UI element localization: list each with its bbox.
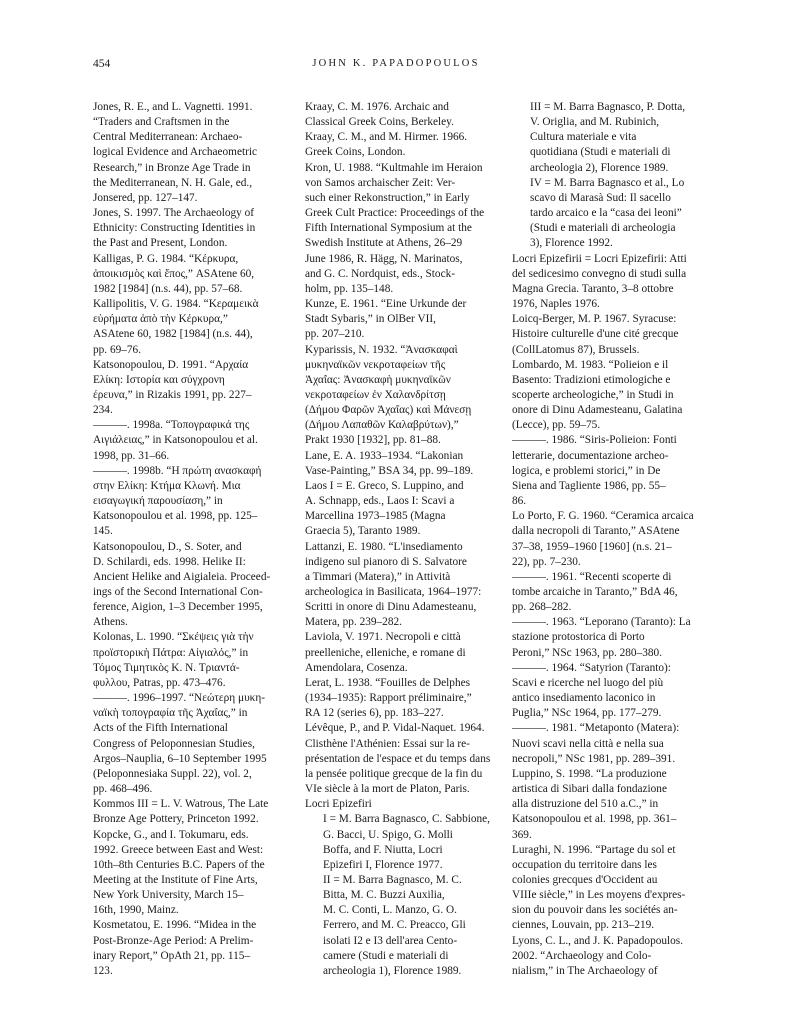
bibliography-entry — [305, 449, 500, 479]
bibliography-entry — [512, 661, 702, 722]
entry-line: ciennes, Louvain, pp. 213–219. — [512, 919, 655, 932]
bibliography-entry — [512, 252, 702, 313]
entry-line: ———. 1963. “Leporano (Taranto): La — [512, 616, 691, 629]
entry-line: such einer Rekonstruction,” in Early — [305, 191, 470, 204]
entry-line: Prakt 1930 [1932], pp. 81–88. — [305, 434, 441, 447]
bibliography-entry — [305, 297, 500, 342]
bibliography-entry — [93, 630, 283, 691]
entry-line: ———. 1981. “Metaponto (Matera): — [512, 722, 680, 735]
entry-line: προϊστορικὴ Πάτρα: Αἰγιαλός,” in — [93, 646, 249, 659]
entry-line: Greek Cult Practice: Proceedings of the — [305, 207, 485, 220]
entry-line: ASAtene 60, 1982 [1984] (n.s. 44), — [93, 328, 253, 341]
entry-line: 1976, Naples 1976. — [512, 298, 600, 311]
entry-line: 1992. Greece between East and West: — [93, 843, 264, 856]
entry-line: letterarie, documentazione archeo- — [512, 449, 669, 462]
entry-line: Amendolara, Cosenza. — [305, 661, 408, 674]
entry-line: scavo di Marasà Sud: Il sacello — [530, 191, 671, 204]
entry-line: Katsonopoulou, D., S. Soter, and — [93, 540, 242, 553]
entry-line: New York University, March 15– — [93, 889, 244, 902]
entry-line: Locri Epizefirii = Locri Epizefirii: Atti — [512, 252, 687, 265]
entry-line: M. C. Conti, L. Manzo, G. O. — [323, 904, 457, 917]
entry-line: I = M. Barra Bagnasco, C. Sabbione, — [323, 813, 491, 826]
entry-line: Katsonopoulou, D. 1991. “Αρχαία — [93, 358, 249, 371]
entry-line: Jones, R. E., and L. Vagnetti. 1991. — [93, 101, 253, 113]
entry-line: Kyparissis, N. 1932. “Ἀνασκαφαὶ — [305, 343, 458, 356]
entry-line: Ancient Helike and Aigialeia. Proceed- — [93, 570, 271, 583]
entry-line: Histoire culturelle d'une cité grecque — [512, 328, 679, 341]
entry-line: 1982 [1984] (n.s. 44), pp. 57–68. — [93, 282, 243, 295]
bibliography-entry — [93, 691, 283, 797]
entry-line: camere (Studi e materiali di — [323, 949, 449, 962]
entry-line: ings of the Second International Con- — [93, 586, 263, 598]
entry-line: June 1986, R. Hägg, N. Marinatos, — [305, 252, 463, 265]
entry-line: έρευνα,” in Rizakis 1991, pp. 227– — [93, 388, 252, 401]
bibliography-column-3 — [512, 100, 702, 979]
entry-line: stazione protostorica di Porto — [512, 631, 645, 644]
entry-line: Post-Bronze-Age Period: A Prelim- — [93, 934, 254, 947]
bibliography-entry — [305, 100, 500, 130]
bibliography-entry — [512, 934, 702, 979]
entry-line: Loicq-Berger, M. P. 1967. Syracuse: — [512, 313, 677, 326]
entry-line: Jones, S. 1997. The Archaeology of — [93, 207, 255, 220]
entry-line: sion du pouvoir dans les sociétés an- — [512, 904, 678, 917]
entry-line: εὑρήματα ἀπὸ τὴν Κέρκυρα,” — [93, 313, 228, 326]
entry-line: (CollLatomus 87), Brussels. — [512, 343, 640, 356]
entry-line: Laviola, V. 1971. Necropoli e città — [305, 631, 461, 644]
bibliography-subentry — [305, 873, 500, 979]
entry-line: Bitta, M. C. Buzzi Auxilia, — [323, 889, 445, 902]
entry-line: (Studi e materiali di archeologia — [530, 222, 676, 235]
entry-line: Puglia,” NSc 1964, pp. 177–279. — [512, 707, 662, 720]
entry-line: Lévêque, P., and P. Vidal-Naquet. 1964. — [305, 722, 485, 735]
entry-line: Acts of the Fifth International — [93, 722, 228, 735]
entry-line: Luppino, S. 1998. “La produzione — [512, 767, 667, 780]
entry-line: Matera, pp. 239–282. — [305, 616, 402, 629]
entry-line: Ἀχαΐας: Ἀνασκαφὴ μυκηναϊκῶν — [305, 373, 451, 386]
entry-line: Basento: Tradizioni etimologiche e — [512, 373, 671, 386]
entry-line: Laos I = E. Greco, S. Luppino, and — [305, 479, 464, 492]
entry-line: occupation du territoire dans les — [512, 858, 657, 871]
entry-line: 1998, pp. 31–66. — [93, 449, 170, 462]
entry-line: quotidiana (Studi e materiali di — [530, 146, 671, 159]
entry-line: 2002. “Archaeology and Colo- — [512, 949, 652, 962]
entry-line: preelleniche, elleniche, e romane di — [305, 646, 466, 659]
entry-line: Locri Epizefiri — [305, 798, 372, 811]
bibliography-column-2 — [305, 100, 500, 979]
entry-line: (Δήμου Λαπαθῶν Καλαβρύτων),” — [305, 419, 459, 432]
entry-line: a Timmari (Matera),” in Attività — [305, 570, 451, 583]
entry-line: pp. 468–496. — [93, 783, 153, 796]
bibliography-entry — [512, 767, 702, 843]
entry-line: “Traders and Craftsmen in the — [93, 116, 230, 129]
entry-line: 10th–8th Centuries B.C. Papers of the — [93, 858, 265, 871]
entry-line: ———. 1996–1997. “Νεώτερη μυκη- — [93, 692, 266, 705]
entry-line: G. Bacci, U. Spigo, G. Molli — [323, 828, 453, 841]
entry-line: 145. — [93, 525, 113, 538]
entry-line: antico insediamento laconico in — [512, 692, 656, 705]
entry-line: Boffa, and F. Niutta, Locri — [323, 843, 443, 856]
entry-line: the Mediterranean, N. H. Gale, ed., — [93, 176, 253, 189]
entry-line: Kolonas, L. 1990. “Σκέψεις γιὰ τὴν — [93, 631, 254, 644]
bibliography-entry — [512, 509, 702, 570]
entry-line: φυλλου, Patras, pp. 473–476. — [93, 676, 226, 689]
entry-line: Luraghi, N. 1996. “Partage du sol et — [512, 843, 676, 856]
bibliography-entry — [93, 358, 283, 419]
entry-line: ———. 1998a. “Τοπογραφικά της — [93, 419, 250, 432]
entry-line: Kommos III = L. V. Watrous, The Late — [93, 798, 269, 811]
entry-line: Epizefiri I, Florence 1977. — [323, 858, 443, 871]
entry-line: VIe siècle à la mort de Platon, Paris. — [305, 783, 470, 796]
bibliography-entry — [512, 615, 702, 660]
entry-line: Nuovi scavi nella città e nella sua — [512, 737, 664, 750]
entry-line: Ferrero, and M. C. Preacco, Gli — [323, 919, 466, 932]
entry-line: 86. — [512, 495, 527, 508]
entry-line: tombe arcaiche in Taranto,” BdA 46, — [512, 586, 678, 598]
bibliography-entry — [93, 252, 283, 297]
entry-line: Swedish Institute at Athens, 26–29 — [305, 237, 463, 250]
entry-line: Bronze Age Pottery, Princeton 1992. — [93, 813, 259, 826]
entry-line: Scritti in onore di Dinu Adamesteanu, — [305, 601, 477, 614]
entry-line: μυκηναϊκῶν νεκροταφείων τῆς — [305, 358, 446, 371]
entry-line: 369. — [512, 828, 532, 841]
entry-line: Kron, U. 1988. “Kultmahle im Heraion — [305, 161, 483, 174]
bibliography-entry — [93, 464, 283, 540]
entry-line: IV = M. Barra Bagnasco et al., Lo — [530, 176, 685, 189]
entry-line: Τόμος Τιμητικὸς Κ. Ν. Τριαντά- — [93, 661, 240, 674]
entry-line: Vase-Painting,” BSA 34, pp. 99–189. — [305, 464, 474, 477]
entry-line: Athens. — [93, 616, 128, 629]
entry-line: Clisthène l'Athénien: Essai sur la re- — [305, 737, 470, 750]
entry-line: Peroni,” NSc 1963, pp. 280–380. — [512, 646, 662, 659]
entry-line: Katsonopoulou et al. 1998, pp. 361– — [512, 813, 677, 826]
entry-line: Kallipolitis, V. G. 1984. “Κεραμεικὰ — [93, 298, 259, 311]
entry-line: Αιγιάλειας,” in Katsonopoulou et al. — [93, 434, 258, 447]
bibliography-entry — [512, 570, 702, 615]
bibliography-entry — [93, 540, 283, 631]
entry-line: Marcellina 1973–1985 (Magna — [305, 510, 446, 523]
bibliography-entry — [512, 433, 702, 509]
entry-line: Classical Greek Coins, Berkeley. — [305, 116, 454, 129]
entry-line: (Lecce), pp. 59–75. — [512, 419, 601, 432]
entry-line: Kraay, C. M. 1976. Archaic and — [305, 101, 449, 113]
entry-line: Kunze, E. 1961. “Eine Urkunde der — [305, 298, 467, 311]
bibliography-entry — [512, 721, 702, 766]
entry-line: ναϊκὴ τοπογραφία τῆς Ἀχαΐας,” in — [93, 707, 248, 720]
entry-line: nialism,” in The Archaeology of — [512, 964, 658, 977]
entry-line: A. Schnapp, eds., Laos I: Scavi a — [305, 495, 455, 508]
entry-line: 16th, 1990, Mainz. — [93, 904, 179, 917]
bibliography-column-1 — [93, 100, 283, 979]
entry-line: holm, pp. 135–148. — [305, 282, 394, 295]
entry-line: Kraay, C. M., and M. Hirmer. 1966. — [305, 131, 468, 144]
entry-line: Kalligas, P. G. 1984. “Κέρκυρα, — [93, 252, 239, 265]
bibliography-entry — [305, 630, 500, 675]
entry-line: colonies grecques d'Occident au — [512, 873, 658, 886]
bibliography-entry — [93, 100, 283, 206]
bibliography-entry — [93, 797, 283, 827]
entry-line: necropoli,” NSc 1981, pp. 289–391. — [512, 752, 676, 765]
bibliography-entry — [305, 721, 500, 797]
entry-line: archeologia 2), Florence 1989. — [530, 161, 669, 174]
entry-line: Lo Porto, F. G. 1960. “Ceramica arcaica — [512, 510, 694, 523]
entry-line: ———. 1961. “Recenti scoperte di — [512, 570, 672, 583]
bibliography-entry — [305, 161, 500, 297]
entry-line: artistica di Sibari dalla fondazione — [512, 783, 667, 796]
entry-line: archeologia 1), Florence 1989. — [323, 964, 462, 977]
entry-line: Cultura materiale e vita — [530, 131, 637, 144]
bibliography-entry — [93, 418, 283, 463]
bibliography-entry — [93, 206, 283, 251]
entry-line: (1934–1935): Rapport préliminaire,” — [305, 692, 472, 705]
entry-line: Scavi e ricerche nel luogo del più — [512, 676, 664, 689]
bibliography-entry — [305, 130, 500, 160]
entry-line: la pensée politique grecque de la fin du — [305, 767, 483, 780]
entry-line: RA 12 (series 6), pp. 183–227. — [305, 707, 444, 720]
entry-line: VIIIe siècle,” in Les moyens d'expres- — [512, 889, 686, 902]
entry-line: pp. 268–282. — [512, 601, 572, 614]
bibliography-entry — [305, 540, 500, 631]
bibliography-entry — [512, 358, 702, 434]
entry-line: pp. 69–76. — [93, 343, 142, 356]
entry-line: dalla necropoli di Taranto,” ASAtene — [512, 525, 680, 538]
bibliography-entry — [305, 676, 500, 721]
entry-line: ———. 1998b. “Η πρώτη ανασκαφή — [93, 464, 262, 477]
entry-line: scoperte archeologiche,” in Studi in — [512, 388, 674, 401]
entry-line: onore di Dinu Adamesteanu, Galatina — [512, 404, 683, 417]
entry-line: Central Mediterranean: Archaeo- — [93, 131, 243, 144]
entry-line: Greek Coins, London. — [305, 146, 406, 159]
entry-line: 234. — [93, 404, 113, 417]
entry-line: Kosmetatou, E. 1996. “Midea in the — [93, 919, 257, 932]
entry-line: del sedicesimo convegno di studi sulla — [512, 267, 687, 280]
entry-line: V. Origlia, and M. Rubinich, — [530, 116, 660, 129]
entry-line: ἀποικισμὸς καὶ ἔπος,” ASAtene 60, — [93, 267, 255, 280]
entry-line: 123. — [93, 964, 113, 977]
entry-line: Lane, E. A. 1933–1934. “Lakonian — [305, 449, 464, 462]
entry-line: Lerat, L. 1938. “Fouilles de Delphes — [305, 676, 471, 689]
entry-line: 37–38, 1959–1960 [1960] (n.s. 21– — [512, 540, 672, 553]
entry-line: the Past and Present, London. — [93, 237, 228, 250]
entry-line: Graecia 5), Taranto 1989. — [305, 525, 421, 538]
entry-line: (Δήμου Φαρῶν Ἀχαΐας) καὶ Μάνεσῃ — [305, 404, 472, 417]
entry-line: ———. 1964. “Satyrion (Taranto): — [512, 661, 671, 674]
entry-line: Siena and Tagliente 1986, pp. 55– — [512, 479, 666, 492]
running-head: JOHN K. PAPADOPOULOS — [312, 58, 480, 69]
page-header — [0, 58, 792, 74]
entry-line: Lyons, C. L., and J. K. Papadopoulos. — [512, 934, 684, 947]
bibliography-entry — [512, 843, 702, 934]
entry-line: Research,” in Bronze Age Trade in — [93, 161, 251, 174]
entry-line: logical Evidence and Archaeometric — [93, 146, 258, 159]
entry-line: εισαγωγική παρουσίαση,” in — [93, 495, 223, 508]
entry-line: Argos–Nauplia, 6–10 September 1995 — [93, 752, 267, 765]
bibliography-entry — [305, 343, 500, 449]
page-number: 454 — [93, 58, 111, 70]
entry-line: Katsonopoulou et al. 1998, pp. 125– — [93, 510, 258, 523]
entry-line: III = M. Barra Bagnasco, P. Dotta, — [530, 101, 686, 113]
entry-line: archeologica in Basilicata, 1964–1977: — [305, 586, 482, 598]
entry-line: présentation de l'espace et du temps dans — [305, 752, 491, 765]
entry-line: indigeno sul pianoro di S. Salvatore — [305, 555, 467, 568]
entry-line: II = M. Barra Bagnasco, M. C. — [323, 873, 462, 886]
bibliography-entry — [93, 918, 283, 979]
entry-line: alla distruzione del 510 a.C.,” in — [512, 798, 659, 811]
bibliography-subentry — [512, 176, 702, 252]
entry-line: ———. 1986. “Siris-Polieion: Fonti — [512, 434, 677, 447]
entry-line: Congress of Peloponnesian Studies, — [93, 737, 255, 750]
entry-line: Kopcke, G., and I. Tokumaru, eds. — [93, 828, 249, 841]
entry-line: στην Ελίκη: Κτήμα Κλωνή. Μια — [93, 479, 241, 492]
bibliography-subentry — [305, 812, 500, 873]
entry-line: Stadt Sybaris,” in OlBer VII, — [305, 313, 436, 326]
entry-line: Jonsered, pp. 127–147. — [93, 191, 198, 204]
entry-line: ference, Aigion, 1–3 December 1995, — [93, 601, 263, 614]
entry-line: and G. C. Nordquist, eds., Stock- — [305, 267, 455, 280]
entry-line: 3), Florence 1992. — [530, 237, 613, 250]
bibliography-entry — [93, 297, 283, 358]
bibliography-entry — [305, 797, 500, 812]
entry-line: Meeting at the Institute of Fine Arts, — [93, 873, 258, 886]
bibliography-subentry — [512, 100, 702, 176]
entry-line: pp. 207–210. — [305, 328, 365, 341]
entry-line: 22), pp. 7–230. — [512, 555, 581, 568]
entry-line: D. Schilardi, eds. 1998. Helike II: — [93, 555, 246, 568]
bibliography-entry — [512, 312, 702, 357]
entry-line: tardo arcaico e la “casa dei leoni” — [530, 207, 682, 220]
entry-line: Fifth International Symposium at the — [305, 222, 472, 235]
bibliography-entry — [305, 479, 500, 540]
entry-line: isolati I2 e I3 dell'area Cento- — [323, 934, 458, 947]
bibliography-entry — [93, 828, 283, 919]
entry-line: Magna Grecia. Taranto, 3–8 ottobre — [512, 282, 674, 295]
entry-line: Ελίκη: Ιστορία και σύγχρονη — [93, 373, 225, 386]
entry-line: Lombardo, M. 1983. “Polieion e il — [512, 358, 669, 371]
entry-line: Ethnicity: Constructing Identities in — [93, 222, 256, 235]
entry-line: νεκροταφείων ἐν Χαλανδρίτσῃ — [305, 388, 446, 401]
entry-line: inary Report,” OpAth 21, pp. 115– — [93, 949, 251, 962]
entry-line: (Peloponnesiaka Suppl. 22), vol. 2, — [93, 767, 252, 780]
entry-line: von Samos archaischer Zeit: Ver- — [305, 176, 456, 189]
entry-line: logica, e problemi storici,” in De — [512, 464, 661, 477]
entry-line: Lattanzi, E. 1980. “L'insediamento — [305, 540, 463, 553]
